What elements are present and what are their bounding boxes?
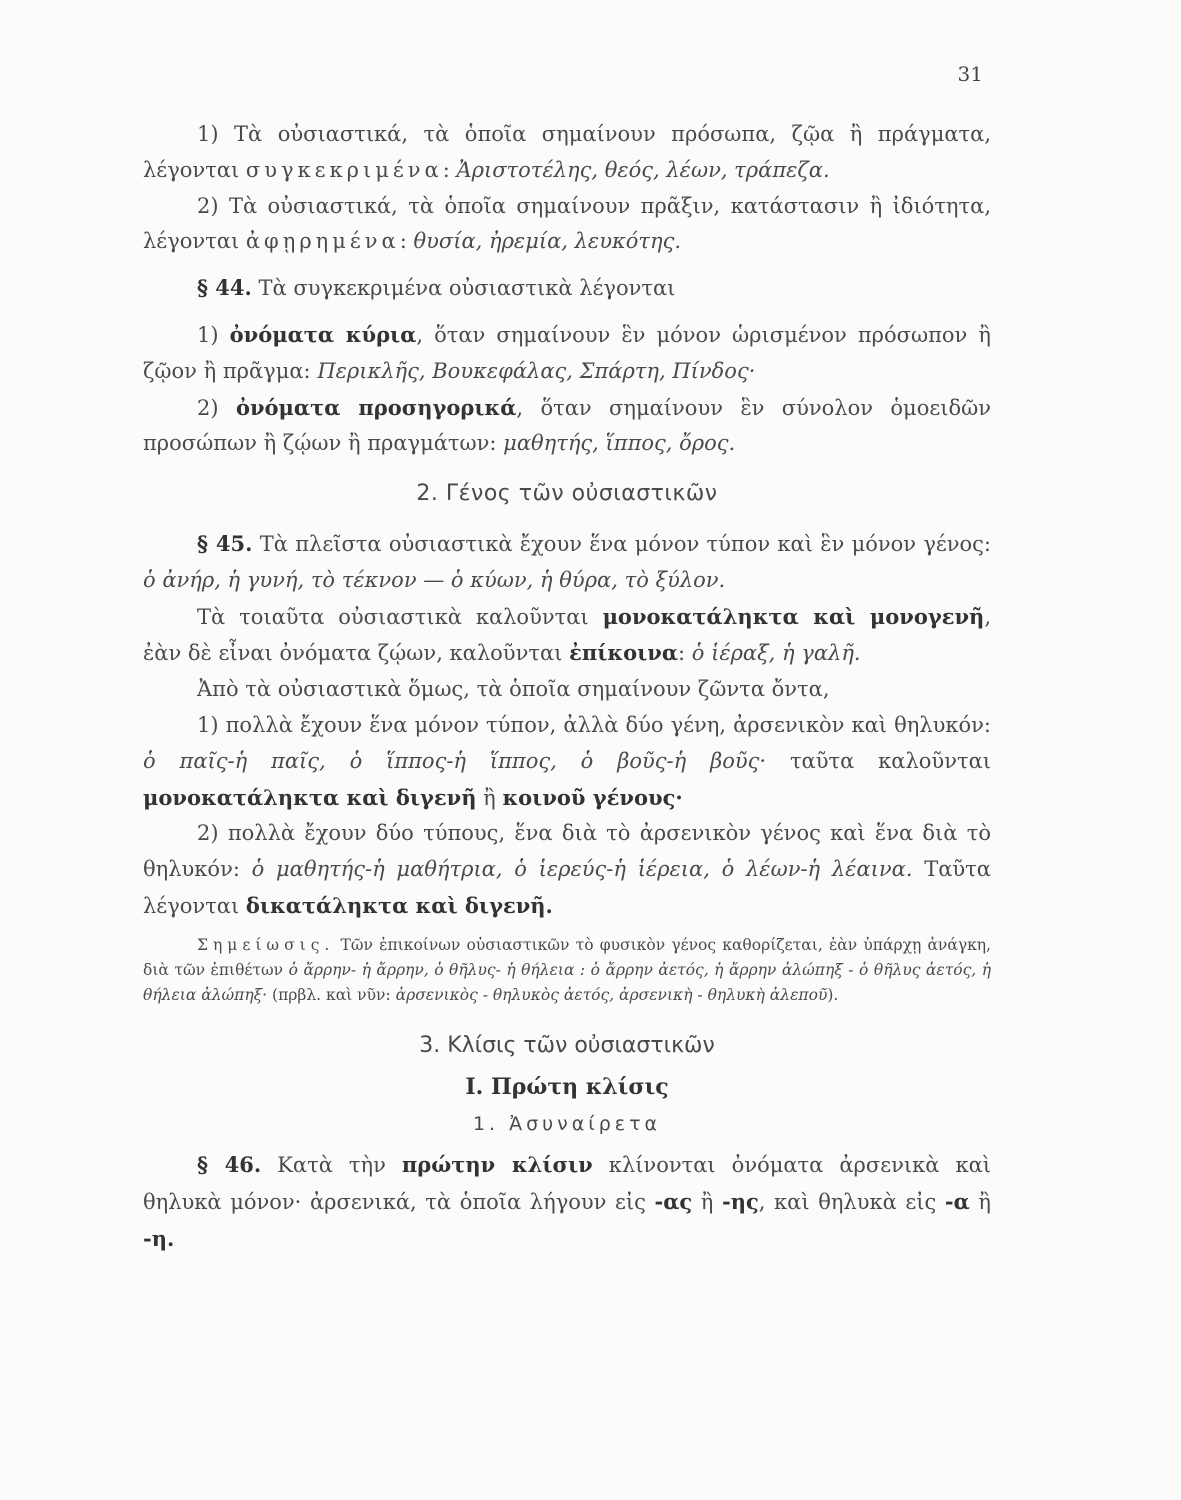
- text: κλίνονται ὀνόματα ἀρσενικὰ καὶ θηλυκὰ μόνον· ἀρσενικά, τὰ ὁποῖα λήγουν εἰς: [143, 1153, 991, 1214]
- text: ).: [827, 985, 839, 1004]
- text: Τῶν ἐπικοίνων οὐσιαστικῶν τὸ φυσικὸν γένος καθορίζεται, ἐὰν ὑπάρχῃ ἀνάγκη, διὰ τῶν ἐπιθέτων: [143, 935, 991, 979]
- examples: Περικλῆς, Βουκεφάλας, Σπάρτη, Πίνδος·: [317, 358, 756, 383]
- term-spaced: συγκεκριμένα: [245, 157, 443, 182]
- term-bold: δικατάληκτα καὶ διγενῆ.: [245, 892, 553, 918]
- text: 2) πολλὰ ἔχουν δύο τύπους, ἕνα διὰ τὸ ἀρσενικὸν γένος καὶ ἕνα διὰ τὸ θηλυκόν:: [143, 821, 991, 882]
- text: 2) Τὰ οὐσιαστικά, τὰ ὁποῖα σημαίνουν πρᾶξιν, κατάστασιν ἢ ἰδιότητα, λέγονται: [143, 193, 991, 254]
- heading-first-declension: Ι. Πρώτη κλίσις: [465, 1073, 669, 1100]
- term-bold: πρώτην κλίσιν: [401, 1152, 593, 1178]
- text: Τὰ συγκεκριμένα οὐσιαστικὰ λέγονται: [251, 276, 676, 301]
- examples: Ἀριστοτέλης, θεός, λέων, τράπεζα.: [456, 157, 830, 182]
- ending: -η.: [143, 1225, 175, 1251]
- term-bold: ἐπίκοινα: [569, 640, 678, 666]
- text: Τὰ πλεῖστα οὐσιαστικὰ ἔχουν ἕνα μόνον τύπον καὶ ἓν μόνον γένος:: [252, 531, 992, 556]
- term-bold: κοινοῦ γένους·: [502, 784, 683, 810]
- term-spaced: ἀφῃρημένα: [245, 229, 400, 254]
- text: 1) Τὰ οὐσιαστικά, τὰ ὁποῖα σημαίνουν πρόσωπα, ζῷα ἢ πράγματα, λέγονται: [143, 122, 991, 182]
- text: ταῦτα καλοῦνται: [766, 748, 992, 773]
- text: :: [442, 157, 457, 182]
- ending: -α: [944, 1188, 970, 1214]
- text: 2): [197, 395, 236, 420]
- paragraph-two-forms: [143, 816, 991, 924]
- text: 1): [197, 322, 230, 347]
- section-44: [143, 270, 991, 307]
- paragraph-proper-names: [143, 317, 991, 390]
- paragraph-monogeneric: [143, 599, 991, 673]
- text: , ὅταν σημαίνουν ἓν μόνον ὡρισμένον πρόσωπον ἢ ζῷον ἢ πρᾶγμα:: [143, 322, 991, 383]
- examples: ὁ ἄρρην- ἡ ἄρρην, ὁ θῆλυς- ἡ θήλεια : ὁ ἄρρην ἀετός, ἡ ἄρρην ἀλώπηξ - ὁ θῆλυς ἀετός, ἡ θήλεια ἀλώπηξ·: [143, 960, 992, 1004]
- note-label: Σημείωσις.: [197, 935, 335, 954]
- paragraph-abstract-nouns: [143, 189, 991, 261]
- text: , ὅταν σημαίνουν ἓν σύνολον ὁμοειδῶν προσώπων ἢ ζῴων ἢ πραγμάτων:: [143, 395, 991, 456]
- text: Τὰ τοιαῦτα οὐσιαστικὰ καλοῦνται: [197, 604, 603, 629]
- examples: ὁ ἱέραξ, ἡ γαλῆ.: [691, 641, 861, 666]
- text: , καὶ θηλυκὰ εἰς: [758, 1189, 945, 1214]
- term-bold: μονοκατάληκτα καὶ μονογενῆ: [602, 603, 985, 629]
- section-number: § 46.: [197, 1152, 262, 1178]
- page-number: 31: [957, 62, 983, 86]
- term-bold: ὀνόματα κύρια: [229, 321, 417, 347]
- examples: ὁ μαθητής-ἡ μαθήτρια, ὁ ἱερεύς-ἡ ἱέρεια, ὁ λέων-ἡ λέαινα.: [251, 857, 913, 882]
- examples: ὁ παῖς-ἡ παῖς, ὁ ἵππος-ἡ ἵππος, ὁ βοῦς-ἡ βοῦς·: [143, 748, 767, 773]
- text: ἢ: [969, 1189, 991, 1214]
- examples: ἀρσενικὸς - θηλυκὸς ἀετός, ἀρσενικὴ - θηλυκὴ ἀλεποῦ: [395, 985, 828, 1004]
- text: Κατὰ τὴν: [261, 1153, 402, 1178]
- examples: μαθητής, ἵππος, ὄρος.: [503, 431, 736, 456]
- section-number: § 44.: [197, 275, 252, 301]
- text: ἢ: [476, 785, 503, 810]
- text: Ταῦτα λέγονται: [143, 857, 991, 918]
- ending: -ας: [654, 1188, 693, 1214]
- heading-uncontracted: 1. Ἀσυναίρετα: [472, 1113, 662, 1136]
- term-bold: ὀνόματα προσηγορικά: [235, 394, 517, 420]
- paragraph-living-beings: Ἀπὸ τὰ οὐσιαστικὰ ὅμως, τὰ ὁποῖα σημαίνουν ζῶντα ὄντα,: [197, 677, 830, 702]
- paragraph-common-names: [143, 390, 991, 463]
- ending: -ης: [721, 1188, 759, 1214]
- text: (πρβλ. καὶ νῦν:: [267, 985, 396, 1004]
- paragraph-concrete-nouns: [143, 117, 991, 189]
- examples: θυσία, ἠρεμία, λευκότης.: [413, 229, 682, 254]
- text: :: [399, 229, 414, 254]
- examples: ὁ ἀνήρ, ἡ γυνή, τὸ τέκνον — ὁ κύων, ἡ θύρα, τὸ ξύλον.: [143, 567, 726, 592]
- text: , ἐὰν δὲ εἶναι ὀνόματα ζῴων, καλοῦνται: [143, 604, 991, 666]
- section-46: [143, 1147, 991, 1257]
- term-bold: μονοκατάληκτα καὶ διγενῆ: [143, 784, 477, 810]
- text: 1) πολλὰ ἔχουν ἕνα μόνον τύπον, ἀλλὰ δύο γένη, ἀρσενικὸν καὶ θηλυκόν:: [197, 712, 991, 737]
- text: :: [678, 641, 692, 666]
- heading-gender: 2. Γένος τῶν οὐσιαστικῶν: [416, 481, 718, 507]
- page-body: [143, 117, 991, 1258]
- note: [143, 933, 991, 1008]
- section-45: [143, 526, 991, 599]
- text: ἢ: [692, 1189, 722, 1214]
- heading-declension: 3. Κλίσις τῶν οὐσιαστικῶν: [419, 1032, 715, 1058]
- paragraph-common-gender: [143, 708, 991, 816]
- section-number: § 45.: [197, 530, 253, 556]
